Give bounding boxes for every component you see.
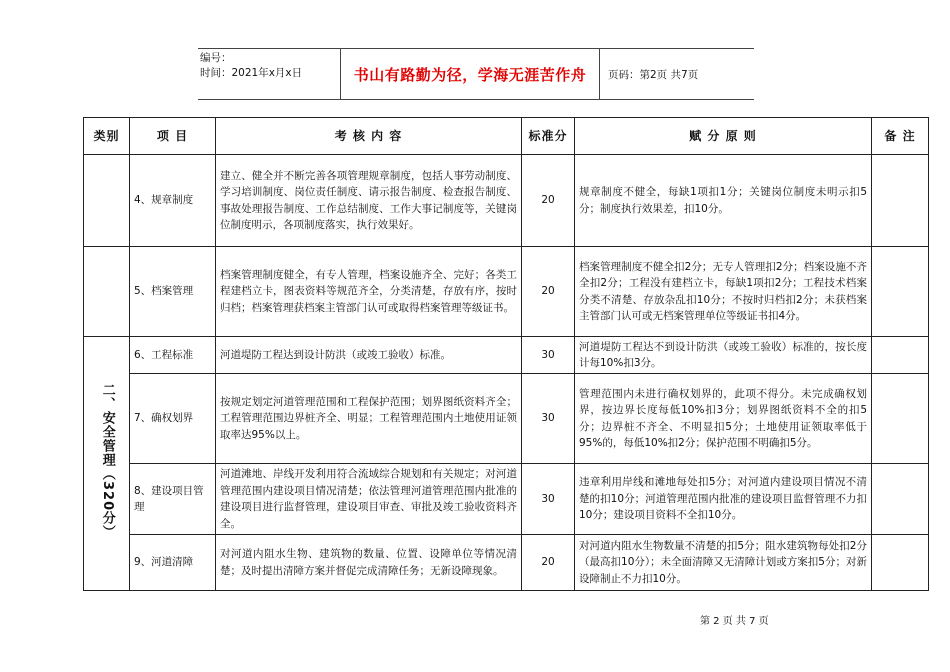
row-score: 20 [522,535,575,591]
row-principle: 规章制度不健全，每缺1项扣1分；关键岗位制度未明示扣5分；制度执行效果差，扣10分。 [575,155,872,247]
header-principle: 赋 分 原 则 [575,118,872,155]
row-item: 9、河道清障 [130,535,216,591]
table-row [84,337,929,374]
category-cell-blank [84,247,130,337]
header-content: 考 核 内 容 [216,118,522,155]
motto: 书山有路勤为径，学海无涯苦作舟 [340,49,600,99]
table-row [84,247,929,337]
row-principle: 河道堤防工程达不到设计防洪（或竣工验收）标准的，按长度计每10%扣3分。 [575,337,872,374]
category-cell-blank [84,155,130,247]
number-label: 编号： [200,52,232,64]
page-label: 页码：第2页 共7页 [608,68,699,81]
category-cell [84,337,130,591]
row-remark [872,155,929,247]
header-remark: 备 注 [872,118,929,155]
header-meta [200,51,302,81]
row-principle: 档案管理制度不健全扣2分；无专人管理扣2分；档案设施不齐全扣2分；工程没有建档立卡，每缺1项扣2分；工程技术档案分类不清楚、存放杂乱扣10分；不按时归档扣2分；未获档案主管部门认可或无档案管理单位等级证书扣4分。 [575,247,872,337]
row-score: 30 [522,464,575,535]
row-content: 对河道内阻水生物、建筑物的数量、位置、设障单位等情况清楚；及时提出清障方案并督促完成清障任务；无新设障现象。 [216,535,522,591]
header-category: 类别 [84,118,130,155]
row-score: 20 [522,155,575,247]
row-item: 7、确权划界 [130,374,216,464]
table-row [84,374,929,464]
row-remark [872,374,929,464]
category-label: 二、安全管理（320分） [99,382,115,539]
row-remark [872,464,929,535]
row-score: 30 [522,374,575,464]
row-score: 20 [522,247,575,337]
page-footer: 第 2 页 共 7 页 [700,616,769,627]
row-content: 按规定划定河道管理范围和工程保护范围；划界图纸资料齐全；工程管理范围边界桩齐全、明显；工程管理范围内土地使用证领取率达95%以上。 [216,374,522,464]
row-item: 4、规章制度 [130,155,216,247]
row-item: 8、建设项目管理 [130,464,216,535]
row-remark [872,247,929,337]
table-row [84,464,929,535]
row-item: 5、档案管理 [130,247,216,337]
header-score: 标准分 [522,118,575,155]
assessment-table [83,117,929,591]
row-content: 河道堤防工程达到设计防洪（或竣工验收）标准。 [216,337,522,374]
row-item: 6、工程标准 [130,337,216,374]
row-score: 30 [522,337,575,374]
table-row [84,535,929,591]
row-remark [872,535,929,591]
page-header [198,48,754,100]
table-row [84,155,929,247]
row-content: 档案管理制度健全，有专人管理，档案设施齐全、完好；各类工程建档立卡，图表资料等规范齐全，分类清楚，存放有序，按时归档；档案管理获档案主管部门认可或取得档案管理等级证书。 [216,247,522,337]
date-label: 时间：2021年x月x日 [200,67,303,79]
row-principle: 管理范围内未进行确权划界的，此项不得分。未完成确权划界，按边界长度每低10%扣3分；划界图纸资料不全的扣5分；边界桩不齐全、不明显扣5分；土地使用证领取率低于95%的，每低10%扣2分；保护范围不明确扣5分。 [575,374,872,464]
row-principle: 违章利用岸线和滩地每处扣5分；对河道内建设项目情况不清楚的扣10分；河道管理范围内批准的建设项目监督管理不力扣10分；建设项目资料不全扣10分。 [575,464,872,535]
row-principle: 对河道内阻水生物数量不清楚的扣5分；阻水建筑物每处扣2分（最高扣10分）；未全面清障又无清障计划或方案扣5分；对新设障制止不力扣10分。 [575,535,872,591]
table-header-row [84,118,929,155]
row-content: 河道滩地、岸线开发利用符合流域综合规划和有关规定；对河道管理范围内建设项目情况清楚；依法管理河道管理范围内批准的建设项目进行监督管理，建设项目审查、审批及竣工验收资料齐全。 [216,464,522,535]
header-item: 项 目 [130,118,216,155]
row-remark [872,337,929,374]
row-content: 建立、健全并不断完善各项管理规章制度，包括人事劳动制度、学习培训制度、岗位责任制度、请示报告制度、检查报告制度、事故处理报告制度、工作总结制度、工作大事记制度等，关键岗位制度明示，各项制度落实，执行效果好。 [216,155,522,247]
